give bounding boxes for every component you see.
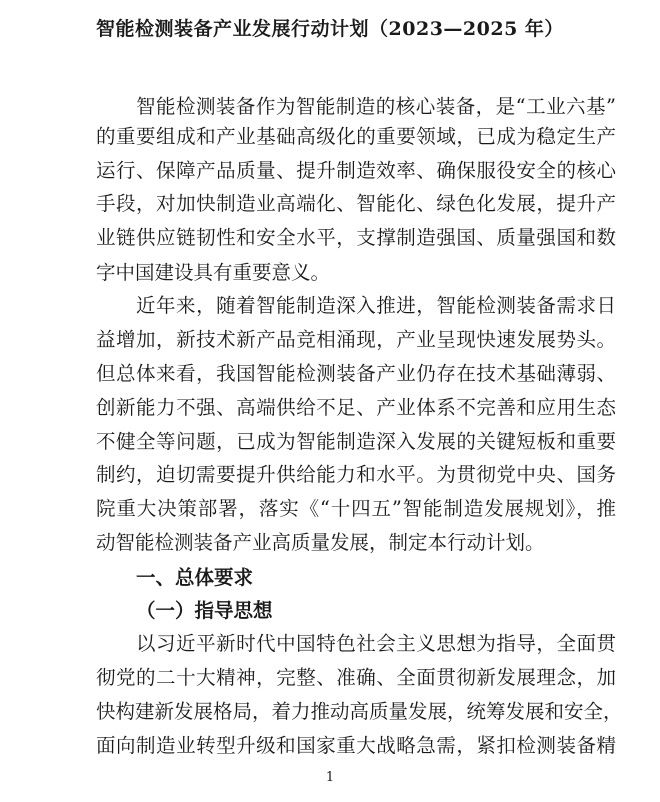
- paragraph-2-line: 不健全等问题，已成为智能制造深入发展的关键短板和重要: [96, 430, 616, 453]
- paragraph-3-line: 以习近平新时代中国特色社会主义思想为指导，全面贯: [136, 632, 616, 655]
- paragraph-1-line: 字中国建设具有重要意义。: [96, 261, 331, 284]
- paragraph-2-line: 创新能力不强、高端供给不足、产业体系不完善和应用生态: [96, 396, 616, 419]
- paragraph-3-line: 面向制造业转型升级和国家重大战略急需，紧扣检测装备精: [96, 734, 616, 757]
- paragraph-2-line: 制约，迫切需要提升供给能力和水平。为贯彻党中央、国务: [96, 463, 616, 486]
- paragraph-1-line: 的重要组成和产业基础高级化的重要领域，已成为稳定生产: [96, 125, 616, 148]
- paragraph-2-line: 但总体来看，我国智能检测装备产业仍存在技术基础薄弱、: [96, 362, 616, 385]
- subsection-heading: （一）指导思想: [136, 599, 273, 622]
- document-title: 智能检测装备产业发展行动计划（2023—2025 年）: [96, 18, 564, 40]
- page-number: 1: [325, 770, 335, 785]
- section-heading: 一、总体要求: [136, 566, 254, 589]
- paragraph-2-line: 动智能检测装备产业高质量发展，制定本行动计划。: [96, 531, 545, 554]
- paragraph-2-line: 院重大决策部署，落实《“十四五”智能制造发展规划》，推: [96, 497, 616, 520]
- paragraph-1-line: 手段，对加快制造业高端化、智能化、绿色化发展，提升产: [96, 192, 616, 215]
- paragraph-3-line: 快构建新发展格局，着力推动高质量发展，统筹发展和安全，: [96, 700, 623, 723]
- paragraph-1-line: 业链供应链韧性和安全水平，支撑制造强国、质量强国和数: [96, 226, 616, 249]
- paragraph-2-line: 近年来，随着智能制造深入推进，智能检测装备需求日: [136, 294, 616, 317]
- paragraph-1-line: 运行、保障产品质量、提升制造效率、确保服役安全的核心: [96, 159, 616, 182]
- paragraph-3-line: 彻党的二十大精神，完整、准确、全面贯彻新发展理念，加: [96, 666, 616, 689]
- paragraph-2-line: 益增加，新技术新产品竞相涌现，产业呈现快速发展势头。: [96, 328, 616, 351]
- paragraph-1-line: 智能检测装备作为智能制造的核心装备，是“工业六基”: [136, 95, 616, 118]
